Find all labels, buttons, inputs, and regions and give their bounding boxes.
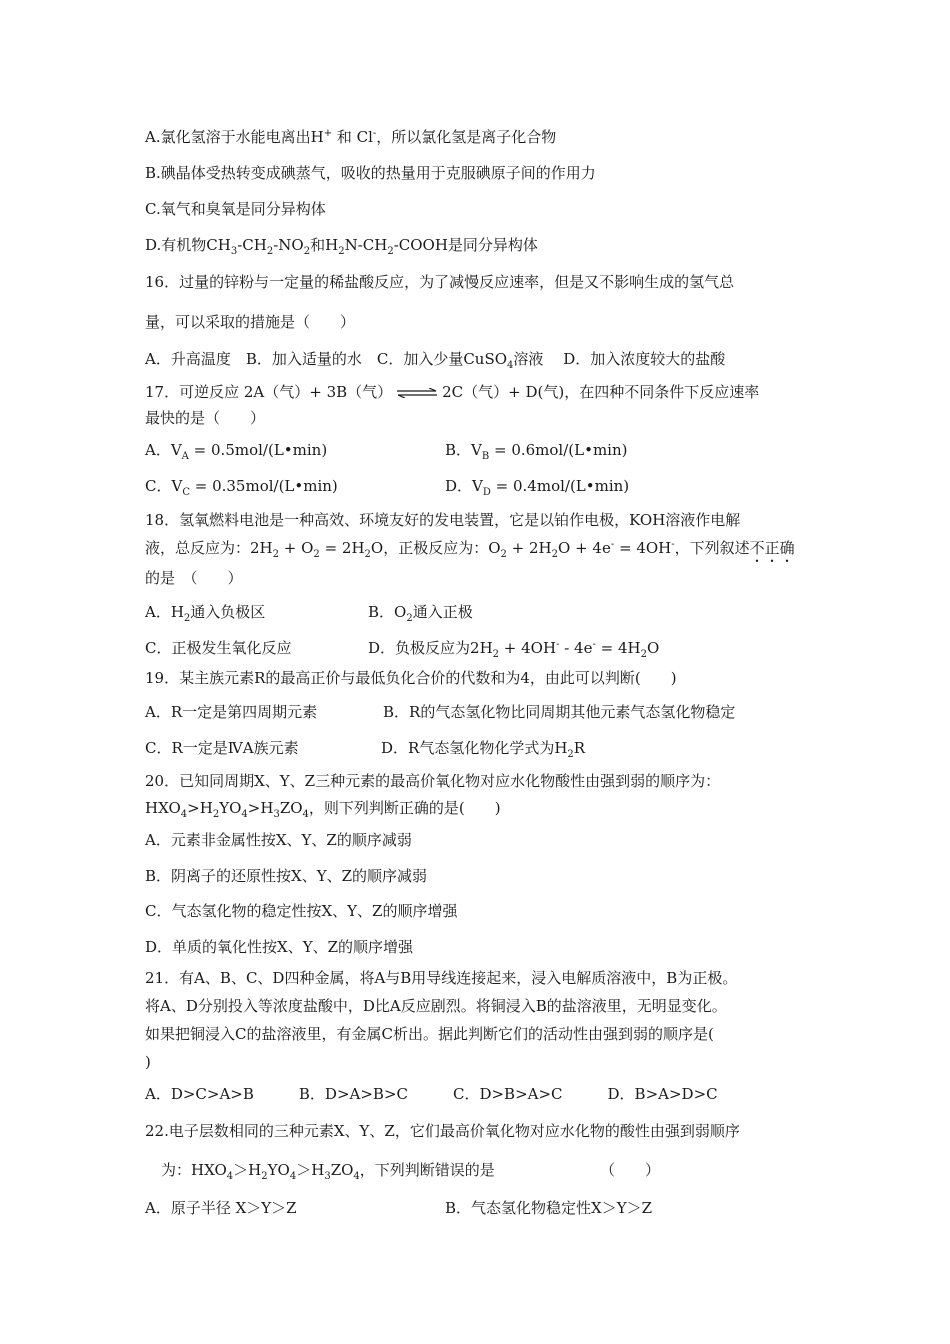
q16-stem-line2: 量，可以采取的措施是（ ）: [145, 313, 356, 331]
q16-options: A．升高温度 B．加入适量的水 C．加入少量CuSO$_4$溶液 D．加入浓度较大的盐酸: [145, 350, 726, 371]
q15-option-c: C.氧气和臭氧是同分异构体: [145, 200, 326, 218]
q21-options: A．D>C>A>B B．D>A>B>C C．D>B>A>C D．B>A>D>C: [145, 1085, 718, 1103]
reversible-arrow-icon: [396, 388, 438, 398]
q17-option-d: D．$V_D$ = 0.4mol/(L•min): [445, 477, 630, 498]
q21-stem-line1: 21．有A、B、C、D四种金属，将A与B用导线连接起来，浸入电解质溶液中，B为正极。: [145, 969, 738, 987]
q22-option-a: A．原子半径 X＞Y＞Z: [145, 1199, 297, 1217]
q18-option-c: C．正极发生氧化反应: [145, 639, 292, 657]
q19-option-b: B．R的气态氢化物比同周期其他元素气态氢化物稳定: [383, 703, 736, 721]
q17-option-a: A．$V_A$ = 0.5mol/(L•min): [145, 441, 328, 462]
emphasis-not-correct: 不正确: [749, 539, 795, 557]
q20-option-c: C．气态氢化物的稳定性按X、Y、Z的顺序增强: [145, 902, 458, 920]
q17-option-c: C．$V_C$ = 0.35mol/(L•min): [145, 477, 338, 498]
q15-option-d: D.有机物$CH_3-CH_2-NO_2$和$H_2N-CH_2$-COOH是同分异构体: [145, 236, 538, 257]
q20-option-a: A．元素非金属性按X、Y、Z的顺序减弱: [145, 831, 412, 849]
q19-option-d: D．R气态氢化物化学式为$H_2R$: [381, 739, 586, 760]
q19-option-c: C．R一定是ⅣA族元素: [145, 739, 299, 757]
q18-option-d: D．负极反应为$2H_2 + 4OH^- - 4e^- = 4H_2O$: [368, 639, 660, 660]
q16-stem-line1: 16．过量的锌粉与一定量的稀盐酸反应，为了减慢反应速率，但是又不影响生成的氢气总: [145, 273, 735, 291]
q21-stem-line2: 将A、D分别投入等浓度盐酸中，D比A反应剧烈。将铜浸入B的盐溶液里，无明显变化。: [145, 997, 727, 1015]
q18-option-b: B．$O_2$通入正极: [368, 603, 473, 624]
q19-option-a: A．R一定是第四周期元素: [145, 703, 318, 721]
q22-option-b: B．气态氢化物稳定性X＞Y＞Z: [445, 1199, 653, 1217]
q17-stem-line1: 17．可逆反应 2A（气）+ 3B（气） 2C（气）+ D(气)，在四种不同条件下反应速率: [145, 383, 760, 401]
q18-option-a: A．$H_2$通入负极区: [145, 603, 266, 624]
q18-stem-line2: 液，总反应为：$2H_2 + O_2 = 2H_2O$，正极反应为：$O_2 + 2H_2O + 4e^- = 4OH^-$，下列叙述不正确: [145, 539, 795, 560]
q18-stem-line3: 的是 （ ）: [145, 569, 243, 587]
q20-stem-line2: $HXO_4>H_2YO_4>H_3ZO_4$，则下列判断正确的是( ): [145, 799, 501, 820]
q21-stem-line4: ): [145, 1053, 151, 1071]
q20-option-b: B．阴离子的还原性按X、Y、Z的顺序减弱: [145, 867, 428, 885]
q15-option-b: B.碘晶体受热转变成碘蒸气，吸收的热量用于克服碘原子间的作用力: [145, 164, 596, 182]
q21-stem-line3: 如果把铜浸入C的盐溶液里，有金属C析出。据此判断它们的活动性由强到弱的顺序是(: [145, 1025, 714, 1043]
q17-stem-line2: 最快的是（ ）: [145, 409, 266, 427]
q18-stem-line1: 18．氢氧燃料电池是一种高效、环境友好的发电装置，它是以铂作电极，KOH溶液作电解: [145, 511, 741, 529]
q17-option-b: B．$V_B$ = 0.6mol/(L•min): [445, 441, 628, 462]
q20-option-d: D．单质的氧化性按X、Y、Z的顺序增强: [145, 938, 414, 956]
q22-answer-paren: （ ）: [600, 1161, 661, 1179]
q19-stem: 19．某主族元素R的最高正价与最低负化合价的代数和为4，由此可以判断( ): [145, 669, 677, 687]
q15-option-a: A.氯化氢溶于水能电离出H+ 和 Cl-，所以氯化氢是离子化合物: [145, 128, 557, 146]
q22-stem-line2: 为：$HXO_4>H_2YO_4>H_3ZO_4$，下列判断错误的是: [161, 1161, 495, 1182]
q22-stem-line1: 22.电子层数相同的三种元素X、Y、Z，它们最高价氧化物对应水化物的酸性由强到弱顺序: [145, 1122, 740, 1140]
q20-stem-line1: 20．已知同周期X、Y、Z三种元素的最高价氧化物对应水化物酸性由强到弱的顺序为：: [145, 772, 721, 790]
